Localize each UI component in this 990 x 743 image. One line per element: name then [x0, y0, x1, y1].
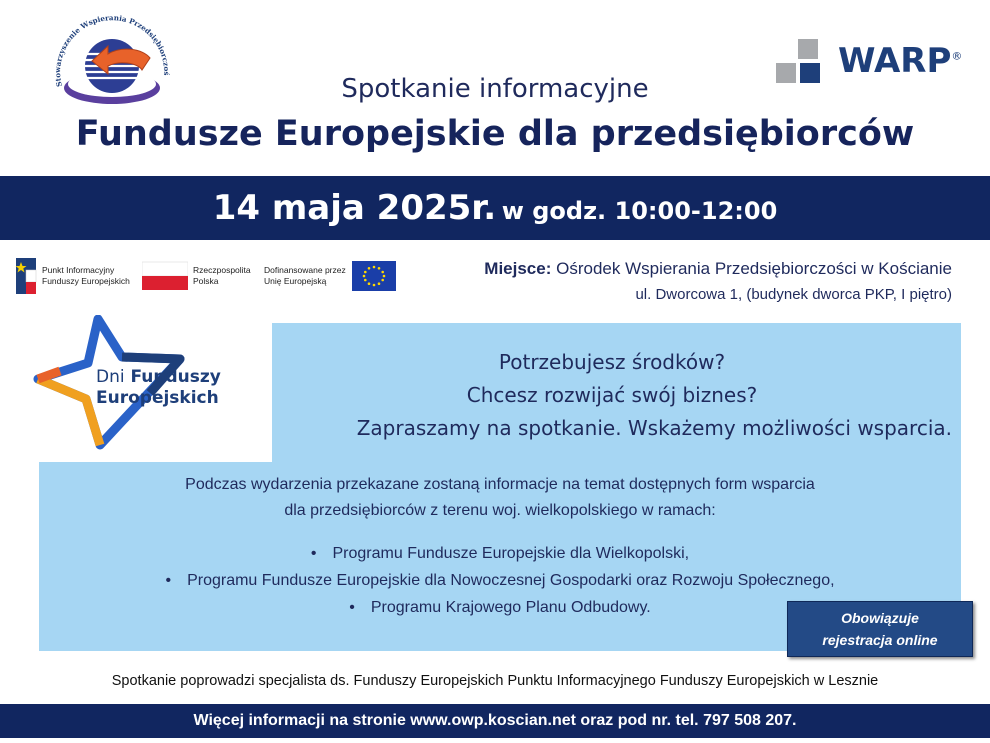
description-line-1: Podczas wydarzenia przekazane zostaną informacje na temat dostępnych form wsparcia [185, 476, 815, 493]
list-item: • Programu Fundusze Europejskie dla Nowoczesnej Gospodarki oraz Rozwoju Społecznego, [165, 572, 835, 589]
specialist-note: Spotkanie poprowadzi specjalista ds. Funduszy Europejskich Punktu Informacyjnego Funduszy Europejskich w Lesznie [111, 673, 879, 689]
program-2: Programu Fundusze Europejskie dla Nowoczesnej Gospodarki oraz Rozwoju Społecznego, [187, 572, 835, 589]
warp-logo-text: WARP [838, 41, 952, 81]
event-subtitle: Spotkanie informacyjne [341, 74, 649, 104]
description-line-2: dla przedsiębiorców z terenu woj. wielkopolskiego w ramach: [284, 502, 716, 519]
event-title: Fundusze Europejskie dla przedsiębiorców [75, 114, 915, 154]
pife-label-1: Punkt Informacyjny [42, 265, 115, 275]
list-item: • Programu Fundusze Europejskie dla Wielkopolski, [310, 545, 690, 562]
dfe-word-funduszy: Funduszy [130, 367, 221, 387]
event-place [400, 256, 952, 308]
dfe-word-europejskich: Europejskich [96, 388, 219, 408]
dfe-word-dni: Dni [96, 367, 125, 387]
warp-reg-mark: ® [951, 49, 963, 63]
rp-label-2: Polska [193, 276, 219, 286]
question-1: Potrzebujesz środków? [498, 350, 726, 374]
eu-logos-strip [14, 254, 398, 298]
place-address: ul. Dworcowa 1, (budynek dworca PKP, I piętro) [635, 286, 952, 303]
ue-label-1: Dofinansowane przez [264, 265, 346, 275]
eu-flag-icon [352, 261, 396, 291]
program-1: Programu Fundusze Europejskie dla Wielkopolski, [332, 545, 690, 562]
polish-flag-icon [142, 260, 188, 292]
event-date: 14 maja 2025r. [212, 188, 497, 228]
event-time: w godz. 10:00-12:00 [501, 197, 778, 225]
place-name: Ośrodek Wspierania Przedsiębiorczości w Kościanie [556, 259, 952, 278]
footer-contact: Więcej informacji na stronie www.owp.koscian.net oraz pod nr. tel. 797 508 207. [0, 704, 990, 738]
list-item: • Programu Krajowego Planu Odbudowy. [349, 599, 651, 616]
registration-line-1: Obowiązuje [841, 610, 919, 626]
registration-button[interactable] [787, 601, 973, 657]
star-logo-icon [30, 315, 270, 457]
place-label: Miejsce: [484, 259, 552, 278]
event-description [39, 472, 961, 524]
ue-label-2: Unię Europejską [264, 276, 327, 286]
org-logo-text: Stowarzyszenie Wspierania Przedsiębiorczoś [53, 14, 172, 88]
pife-flag-icon [14, 256, 38, 296]
questions-block [272, 346, 952, 445]
registration-line-2: rejestracja online [822, 632, 938, 648]
pife-label-2: Funduszy Europejskich [42, 276, 130, 286]
program-3: Programu Krajowego Planu Odbudowy. [370, 599, 651, 616]
rp-label-1: Rzeczpospolita [193, 265, 251, 275]
question-3: Zapraszamy na spotkanie. Wskażemy możliwości wsparcia. [356, 416, 952, 440]
question-2: Chcesz rozwijać swój biznes? [466, 383, 758, 407]
date-band [0, 176, 990, 240]
